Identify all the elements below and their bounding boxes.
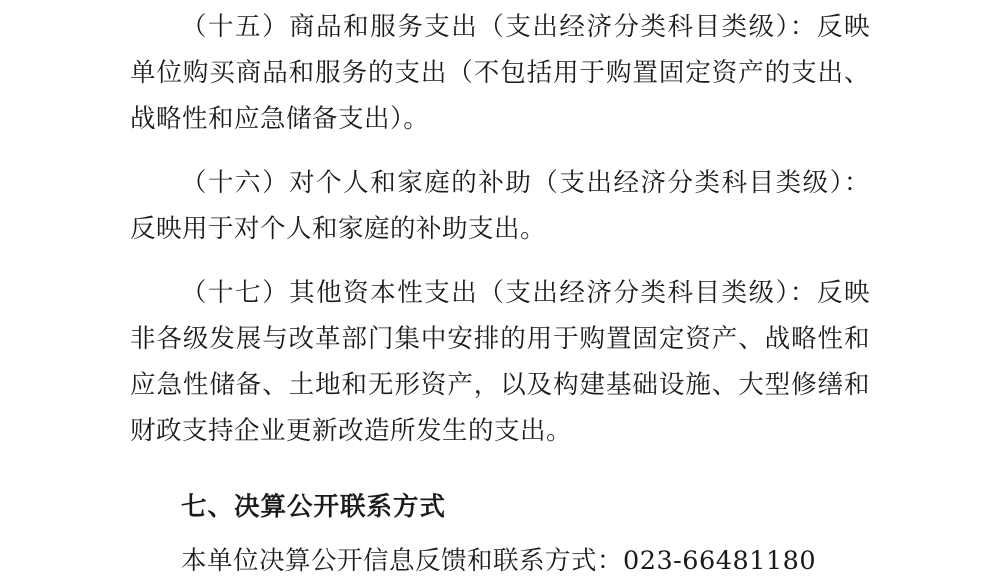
paragraph-item-15: （十五）商品和服务支出（支出经济分类科目类级）：反映单位购买商品和服务的支出（不包括用于购置固定资产的支出、战略性和应急储备支出）。 [130,12,870,134]
contact-information-line: 本单位决算公开信息反馈和联系方式：023-66481180 [181,546,817,576]
paragraph-item-16: （十六）对个人和家庭的补助（支出经济分类科目类级）：反映用于对个人和家庭的补助支出。 [130,168,870,244]
section-heading-contact: 七、决算公开联系方式 [181,492,447,522]
paragraph-item-17: （十七）其他资本性支出（支出经济分类科目类级）：反映非各级发展与改革部门集中安排的用于购置固定资产、战略性和应急性储备、土地和无形资产，以及构建基础设施、大型修缮和财政支持企业更新改造所发生的支出。 [130,278,870,446]
